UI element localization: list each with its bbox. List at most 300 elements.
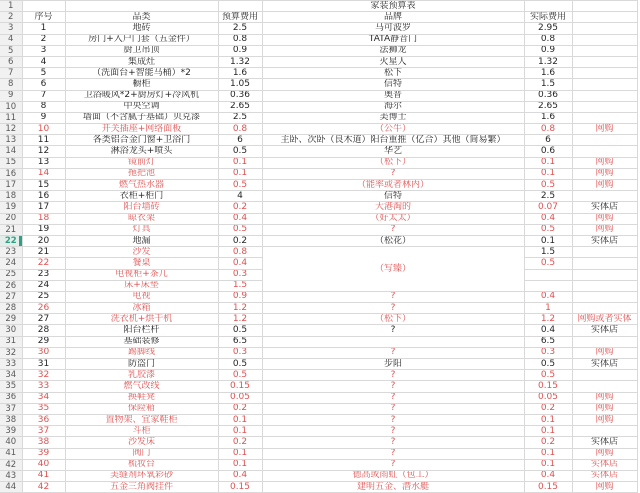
actual-cell[interactable]: 0.8	[524, 34, 572, 45]
purchase-cell[interactable]	[572, 370, 637, 381]
budget-cell[interactable]: 4	[218, 191, 262, 202]
actual-cell[interactable]: 0.1	[524, 235, 572, 246]
brand-cell[interactable]: ?	[262, 392, 524, 403]
row-header[interactable]: 17	[0, 180, 22, 191]
row-header[interactable]: 16	[0, 168, 22, 179]
budget-cell[interactable]: 0.9	[218, 45, 262, 56]
serial-cell[interactable]: 40	[22, 459, 65, 470]
purchase-cell[interactable]: 网购	[572, 403, 637, 414]
col-header-brand[interactable]: 品牌	[262, 12, 524, 23]
sheet-title[interactable]: 家装预算表	[262, 1, 524, 12]
purchase-cell[interactable]: 实体店	[572, 437, 637, 448]
brand-cell[interactable]: ?	[262, 347, 524, 358]
purchase-cell[interactable]	[572, 45, 637, 56]
actual-cell[interactable]: 0.5	[524, 258, 572, 269]
serial-cell[interactable]: 41	[22, 470, 65, 481]
budget-cell[interactable]: 1.05	[218, 79, 262, 90]
actual-cell[interactable]: 1.6	[524, 112, 572, 123]
col-header-category[interactable]: 品类	[65, 12, 218, 23]
category-cell[interactable]: 阳台栏杆	[65, 325, 218, 336]
row-header[interactable]: 19	[0, 202, 22, 213]
serial-cell[interactable]: 1	[22, 23, 65, 34]
budget-cell[interactable]: 0.8	[218, 124, 262, 135]
actual-cell[interactable]: 6	[524, 135, 572, 146]
row-header[interactable]: 12	[0, 124, 22, 135]
row-header[interactable]: 20	[0, 213, 22, 224]
row-header[interactable]: 33	[0, 359, 22, 370]
purchase-cell[interactable]	[572, 258, 637, 269]
purchase-cell[interactable]	[572, 291, 637, 302]
brand-cell[interactable]: ?	[262, 426, 524, 437]
brand-cell[interactable]: （能率或者林内）	[262, 180, 524, 191]
serial-cell[interactable]: 23	[22, 269, 65, 280]
brand-cell[interactable]: （写臻）	[262, 247, 524, 292]
actual-cell[interactable]: 1.6	[524, 68, 572, 79]
serial-cell[interactable]: 14	[22, 168, 65, 179]
brand-cell[interactable]: 信特	[262, 191, 524, 202]
row-header[interactable]: 24	[0, 258, 22, 269]
purchase-cell[interactable]	[572, 23, 637, 34]
actual-cell[interactable]: 1.32	[524, 56, 572, 67]
category-cell[interactable]: 橱柜	[65, 79, 218, 90]
budget-cell[interactable]: 0.05	[218, 392, 262, 403]
purchase-cell[interactable]: 实体店	[572, 235, 637, 246]
purchase-cell[interactable]	[572, 303, 637, 314]
serial-cell[interactable]: 27	[22, 314, 65, 325]
purchase-cell[interactable]	[572, 101, 637, 112]
serial-cell[interactable]: 8	[22, 101, 65, 112]
purchase-cell[interactable]	[572, 280, 637, 291]
category-cell[interactable]: 踢脚线	[65, 347, 218, 358]
actual-cell[interactable]: 0.4	[524, 213, 572, 224]
actual-cell[interactable]: 2.65	[524, 101, 572, 112]
budget-cell[interactable]: 0.1	[218, 157, 262, 168]
serial-cell[interactable]: 35	[22, 403, 65, 414]
row-header[interactable]: 29	[0, 314, 22, 325]
budget-cell[interactable]: 1.5	[218, 280, 262, 291]
budget-cell[interactable]: 0.5	[218, 146, 262, 157]
budget-cell[interactable]: 1.32	[218, 56, 262, 67]
col-header-actual[interactable]: 实际费用	[524, 12, 572, 23]
row-header[interactable]: 31	[0, 336, 22, 347]
row-header[interactable]: 25	[0, 269, 22, 280]
actual-cell[interactable]: 0.3	[524, 347, 572, 358]
row-header[interactable]: 13	[0, 135, 22, 146]
row-header[interactable]: 22	[0, 235, 22, 246]
actual-cell[interactable]: 1	[524, 303, 572, 314]
serial-cell[interactable]: 2	[22, 34, 65, 45]
budget-cell[interactable]: 0.8	[218, 247, 262, 258]
purchase-cell[interactable]	[572, 146, 637, 157]
purchase-cell[interactable]: 网购	[572, 168, 637, 179]
category-cell[interactable]: 拖把池	[65, 168, 218, 179]
row-header[interactable]: 7	[0, 68, 22, 79]
serial-cell[interactable]: 11	[22, 135, 65, 146]
purchase-cell[interactable]	[572, 68, 637, 79]
actual-cell[interactable]: 0.36	[524, 90, 572, 101]
row-header[interactable]: 4	[0, 34, 22, 45]
serial-cell[interactable]: 16	[22, 191, 65, 202]
serial-cell[interactable]: 18	[22, 213, 65, 224]
category-cell[interactable]: 沙发床	[65, 437, 218, 448]
serial-cell[interactable]: 32	[22, 370, 65, 381]
purchase-cell[interactable]: 实体店	[572, 470, 637, 481]
purchase-cell[interactable]: 网购	[572, 213, 637, 224]
budget-cell[interactable]: 0.1	[218, 459, 262, 470]
category-cell[interactable]: 卫浴暖风*2+厨房灯+冷风机	[65, 90, 218, 101]
category-cell[interactable]: 墙面（不含腻子基础）贝克漆	[65, 112, 218, 123]
brand-cell[interactable]: （好太太）	[262, 213, 524, 224]
category-cell[interactable]: 中央空调	[65, 101, 218, 112]
actual-cell[interactable]: 0.9	[524, 45, 572, 56]
category-cell[interactable]: 基础装修	[65, 336, 218, 347]
budget-cell[interactable]: 0.4	[218, 470, 262, 481]
budget-cell[interactable]: 1.2	[218, 314, 262, 325]
row-header[interactable]: 32	[0, 347, 22, 358]
serial-cell[interactable]: 39	[22, 448, 65, 459]
actual-cell[interactable]: 0.4	[524, 470, 572, 481]
actual-cell[interactable]: 0.1	[524, 459, 572, 470]
budget-cell[interactable]: 2.5	[218, 112, 262, 123]
actual-cell[interactable]: 2.95	[524, 23, 572, 34]
budget-cell[interactable]: 0.4	[218, 213, 262, 224]
row-header[interactable]: 18	[0, 191, 22, 202]
actual-cell[interactable]: 0.4	[524, 291, 572, 302]
serial-cell[interactable]: 20	[22, 235, 65, 246]
purchase-cell[interactable]	[572, 34, 637, 45]
purchase-cell[interactable]: 网购	[572, 392, 637, 403]
actual-cell[interactable]	[524, 280, 572, 291]
category-cell[interactable]: 保险箱	[65, 403, 218, 414]
actual-cell[interactable]: 1.2	[524, 314, 572, 325]
serial-cell[interactable]	[22, 1, 65, 12]
row-header[interactable]: 37	[0, 403, 22, 414]
actual-cell[interactable]: 0.05	[524, 392, 572, 403]
purchase-cell[interactable]: 网购	[572, 482, 637, 493]
purchase-cell[interactable]: 实体店	[572, 325, 637, 336]
serial-cell[interactable]: 15	[22, 180, 65, 191]
budget-cell[interactable]: 0.2	[218, 403, 262, 414]
serial-cell[interactable]: 4	[22, 56, 65, 67]
category-cell[interactable]: 沙发	[65, 247, 218, 258]
actual-cell[interactable]: 0.2	[524, 403, 572, 414]
serial-cell[interactable]: 17	[22, 202, 65, 213]
actual-cell[interactable]: 0.1	[524, 448, 572, 459]
budget-cell[interactable]: 0.2	[218, 202, 262, 213]
purchase-cell[interactable]	[572, 191, 637, 202]
brand-cell[interactable]: ?	[262, 448, 524, 459]
budget-cell[interactable]: 0.5	[218, 325, 262, 336]
brand-cell[interactable]: 建明五金、潜水艇	[262, 482, 524, 493]
row-header[interactable]: 6	[0, 56, 22, 67]
row-header[interactable]: 34	[0, 370, 22, 381]
category-cell[interactable]: 电视柜+茶几	[65, 269, 218, 280]
row-header[interactable]: 42	[0, 459, 22, 470]
actual-cell[interactable]: 1.5	[524, 247, 572, 258]
budget-cell[interactable]: 2.5	[218, 23, 262, 34]
budget-cell[interactable]: 0.5	[218, 359, 262, 370]
row-header[interactable]: 38	[0, 414, 22, 425]
actual-cell[interactable]: 0.07	[524, 202, 572, 213]
budget-cell[interactable]: 0.4	[218, 258, 262, 269]
brand-cell[interactable]: ?	[262, 325, 524, 336]
brand-cell[interactable]: 大港淘的	[262, 202, 524, 213]
row-header[interactable]: 5	[0, 45, 22, 56]
row-header[interactable]: 39	[0, 426, 22, 437]
purchase-cell[interactable]: 实体店	[572, 359, 637, 370]
col-header-budget[interactable]: 预算费用	[218, 12, 262, 23]
brand-cell[interactable]: 德高或雨虹（包工）	[262, 470, 524, 481]
brand-cell[interactable]: ?	[262, 414, 524, 425]
col-header-serial[interactable]: 序号	[22, 12, 65, 23]
brand-cell[interactable]: 奥普	[262, 90, 524, 101]
serial-cell[interactable]: 10	[22, 124, 65, 135]
actual-cell[interactable]: 0.1	[524, 426, 572, 437]
serial-cell[interactable]: 24	[22, 280, 65, 291]
purchase-cell[interactable]	[572, 426, 637, 437]
budget-cell[interactable]: 0.15	[218, 482, 262, 493]
purchase-cell[interactable]	[572, 336, 637, 347]
purchase-cell[interactable]: 网购	[572, 157, 637, 168]
category-cell[interactable]: 梳妆台	[65, 459, 218, 470]
category-cell[interactable]: 置物架、宜家鞋柜	[65, 414, 218, 425]
actual-cell[interactable]: 0.2	[524, 437, 572, 448]
purchase-cell[interactable]: 网购	[572, 180, 637, 191]
serial-cell[interactable]: 30	[22, 347, 65, 358]
category-cell[interactable]: 美缝剂环氧彩砂	[65, 470, 218, 481]
serial-cell[interactable]: 22	[22, 258, 65, 269]
brand-cell[interactable]: 火星人	[262, 56, 524, 67]
brand-cell[interactable]: （松花）	[262, 235, 524, 246]
purchase-cell[interactable]: 网购	[572, 347, 637, 358]
serial-cell[interactable]: 31	[22, 359, 65, 370]
purchase-cell[interactable]	[572, 247, 637, 258]
col-header-purchase[interactable]	[572, 12, 637, 23]
category-cell[interactable]: 电视	[65, 291, 218, 302]
purchase-cell[interactable]	[572, 112, 637, 123]
serial-cell[interactable]: 42	[22, 482, 65, 493]
category-cell[interactable]: 床+床垫	[65, 280, 218, 291]
row-header[interactable]: 1	[0, 1, 22, 12]
category-cell[interactable]: 阳台墙砖	[65, 202, 218, 213]
row-header[interactable]: 30	[0, 325, 22, 336]
actual-cell[interactable]: 0.6	[524, 146, 572, 157]
actual-cell[interactable]: 0.4	[524, 325, 572, 336]
purchase-cell[interactable]	[572, 90, 637, 101]
brand-cell[interactable]: 主卧、次卧（良木道）阳台重推（亿合）其他（简易繁）	[262, 135, 524, 146]
category-cell[interactable]: 防盗门	[65, 359, 218, 370]
brand-cell[interactable]: （公牛）	[262, 124, 524, 135]
row-header[interactable]: 2	[0, 12, 22, 23]
purchase-cell[interactable]	[572, 1, 637, 12]
brand-cell[interactable]	[262, 336, 524, 347]
serial-cell[interactable]: 7	[22, 90, 65, 101]
category-cell[interactable]: 斗柜	[65, 426, 218, 437]
serial-cell[interactable]: 5	[22, 68, 65, 79]
serial-cell[interactable]: 38	[22, 437, 65, 448]
budget-cell[interactable]: 0.1	[218, 414, 262, 425]
category-cell[interactable]: 燃气热水器	[65, 180, 218, 191]
row-header[interactable]: 44	[0, 482, 22, 493]
serial-cell[interactable]: 28	[22, 325, 65, 336]
row-header[interactable]: 26	[0, 280, 22, 291]
category-cell[interactable]: 洗衣机+烘干机	[65, 314, 218, 325]
category-cell[interactable]: 五金三角阀挂件	[65, 482, 218, 493]
row-header[interactable]: 43	[0, 470, 22, 481]
budget-cell[interactable]: 0.5	[218, 370, 262, 381]
serial-cell[interactable]: 9	[22, 112, 65, 123]
serial-cell[interactable]: 13	[22, 157, 65, 168]
row-header[interactable]: 40	[0, 437, 22, 448]
brand-cell[interactable]: ?	[262, 459, 524, 470]
serial-cell[interactable]: 26	[22, 303, 65, 314]
budget-cell[interactable]: 0.3	[218, 269, 262, 280]
brand-cell[interactable]: 信特	[262, 79, 524, 90]
actual-cell[interactable]: 0.15	[524, 381, 572, 392]
serial-cell[interactable]: 3	[22, 45, 65, 56]
actual-cell[interactable]: 1.5	[524, 79, 572, 90]
budget-cell[interactable]: 0.36	[218, 90, 262, 101]
category-cell[interactable]: 房门+入户门套（五金件）	[65, 34, 218, 45]
budget-cell[interactable]: 0.15	[218, 381, 262, 392]
budget-cell[interactable]: 0.1	[218, 168, 262, 179]
serial-cell[interactable]: 29	[22, 336, 65, 347]
purchase-cell[interactable]: 实体店	[572, 459, 637, 470]
row-header[interactable]: 28	[0, 303, 22, 314]
brand-cell[interactable]: 步阳	[262, 359, 524, 370]
category-cell[interactable]: 各类铝合金门窗+卫浴门	[65, 135, 218, 146]
budget-cell[interactable]: 0.9	[218, 291, 262, 302]
budget-cell[interactable]: 1.6	[218, 68, 262, 79]
actual-cell[interactable]: 0.5	[524, 370, 572, 381]
category-cell[interactable]: 晾衣架	[65, 213, 218, 224]
row-header[interactable]: 21	[0, 224, 22, 235]
budget-cell[interactable]: 0.3	[218, 347, 262, 358]
budget-cell[interactable]: 0.1	[218, 448, 262, 459]
serial-cell[interactable]: 33	[22, 381, 65, 392]
category-cell[interactable]: 淋浴龙头+喷头	[65, 146, 218, 157]
actual-cell[interactable]: 0.1	[524, 168, 572, 179]
serial-cell[interactable]: 36	[22, 414, 65, 425]
category-cell[interactable]: 衣柜+柜门	[65, 191, 218, 202]
row-header[interactable]: 23	[0, 247, 22, 258]
purchase-cell[interactable]: 网购	[572, 448, 637, 459]
category-cell[interactable]: 地漏	[65, 235, 218, 246]
purchase-cell[interactable]	[572, 56, 637, 67]
budget-cell[interactable]: 0.2	[218, 235, 262, 246]
purchase-cell[interactable]: 网购或者实体	[572, 314, 637, 325]
purchase-cell[interactable]	[572, 269, 637, 280]
brand-cell[interactable]: 华艺	[262, 146, 524, 157]
brand-cell[interactable]: ?	[262, 303, 524, 314]
budget-cell[interactable]	[218, 1, 262, 12]
serial-cell[interactable]: 25	[22, 291, 65, 302]
purchase-cell[interactable]	[572, 381, 637, 392]
purchase-cell[interactable]: 网购	[572, 414, 637, 425]
actual-cell[interactable]: 0.5	[524, 359, 572, 370]
row-header[interactable]: 35	[0, 381, 22, 392]
budget-cell[interactable]: 0.1	[218, 426, 262, 437]
brand-cell[interactable]: （松下）	[262, 157, 524, 168]
brand-cell[interactable]: ?	[262, 437, 524, 448]
serial-cell[interactable]: 6	[22, 79, 65, 90]
category-cell[interactable]: （洗面台+智能马桶）*2	[65, 68, 218, 79]
budget-cell[interactable]: 6.5	[218, 336, 262, 347]
serial-cell[interactable]: 19	[22, 224, 65, 235]
brand-cell[interactable]: TATA静音门	[262, 34, 524, 45]
actual-cell[interactable]: 0.8	[524, 124, 572, 135]
brand-cell[interactable]: 松下	[262, 68, 524, 79]
purchase-cell[interactable]: 实体店	[572, 202, 637, 213]
row-header[interactable]: 9	[0, 90, 22, 101]
budget-cell[interactable]: 0.2	[218, 437, 262, 448]
budget-cell[interactable]: 0.5	[218, 180, 262, 191]
category-cell[interactable]: 餐桌	[65, 258, 218, 269]
category-cell[interactable]: 冰箱	[65, 303, 218, 314]
brand-cell[interactable]: ?	[262, 168, 524, 179]
purchase-cell[interactable]: 网购	[572, 224, 637, 235]
brand-cell[interactable]: （松下）	[262, 314, 524, 325]
row-header[interactable]: 41	[0, 448, 22, 459]
purchase-cell[interactable]	[572, 135, 637, 146]
row-header[interactable]: 8	[0, 79, 22, 90]
row-header[interactable]: 36	[0, 392, 22, 403]
category-cell[interactable]: 换鞋凳	[65, 392, 218, 403]
row-header[interactable]: 15	[0, 157, 22, 168]
budget-cell[interactable]: 0.8	[218, 34, 262, 45]
actual-cell[interactable]: 2.5	[524, 191, 572, 202]
category-cell[interactable]: 开关插座+网络面板	[65, 124, 218, 135]
actual-cell[interactable]	[524, 269, 572, 280]
budget-cell[interactable]: 0.5	[218, 224, 262, 235]
row-header[interactable]: 27	[0, 291, 22, 302]
purchase-cell[interactable]	[572, 79, 637, 90]
budget-cell[interactable]: 2.65	[218, 101, 262, 112]
category-cell[interactable]: 燃气改线	[65, 381, 218, 392]
actual-cell[interactable]: 0.1	[524, 157, 572, 168]
brand-cell[interactable]: 海尔	[262, 101, 524, 112]
actual-cell[interactable]: 6.5	[524, 336, 572, 347]
actual-cell[interactable]	[524, 1, 572, 12]
brand-cell[interactable]: ?	[262, 291, 524, 302]
row-header[interactable]: 3	[0, 23, 22, 34]
brand-cell[interactable]: ?	[262, 381, 524, 392]
category-cell[interactable]: 乳胶漆	[65, 370, 218, 381]
budget-cell[interactable]: 1.2	[218, 303, 262, 314]
category-cell[interactable]: 灯具	[65, 224, 218, 235]
actual-cell[interactable]: 0.1	[524, 414, 572, 425]
serial-cell[interactable]: 21	[22, 247, 65, 258]
purchase-cell[interactable]: 网购	[572, 124, 637, 135]
category-cell[interactable]: 地砖	[65, 23, 218, 34]
category-cell[interactable]: 厨卫吊顶	[65, 45, 218, 56]
brand-cell[interactable]: ?	[262, 370, 524, 381]
actual-cell[interactable]: 0.5	[524, 180, 572, 191]
category-cell[interactable]: 镜前灯	[65, 157, 218, 168]
brand-cell[interactable]: 法狮龙	[262, 45, 524, 56]
row-header[interactable]: 10	[0, 101, 22, 112]
serial-cell[interactable]: 12	[22, 146, 65, 157]
category-cell[interactable]: 集成灶	[65, 56, 218, 67]
actual-cell[interactable]: 0.5	[524, 224, 572, 235]
brand-cell[interactable]: ?	[262, 403, 524, 414]
actual-cell[interactable]: 0.15	[524, 482, 572, 493]
serial-cell[interactable]: 34	[22, 392, 65, 403]
budget-cell[interactable]: 6	[218, 135, 262, 146]
brand-cell[interactable]: ?	[262, 224, 524, 235]
row-header[interactable]: 11	[0, 112, 22, 123]
serial-cell[interactable]: 37	[22, 426, 65, 437]
